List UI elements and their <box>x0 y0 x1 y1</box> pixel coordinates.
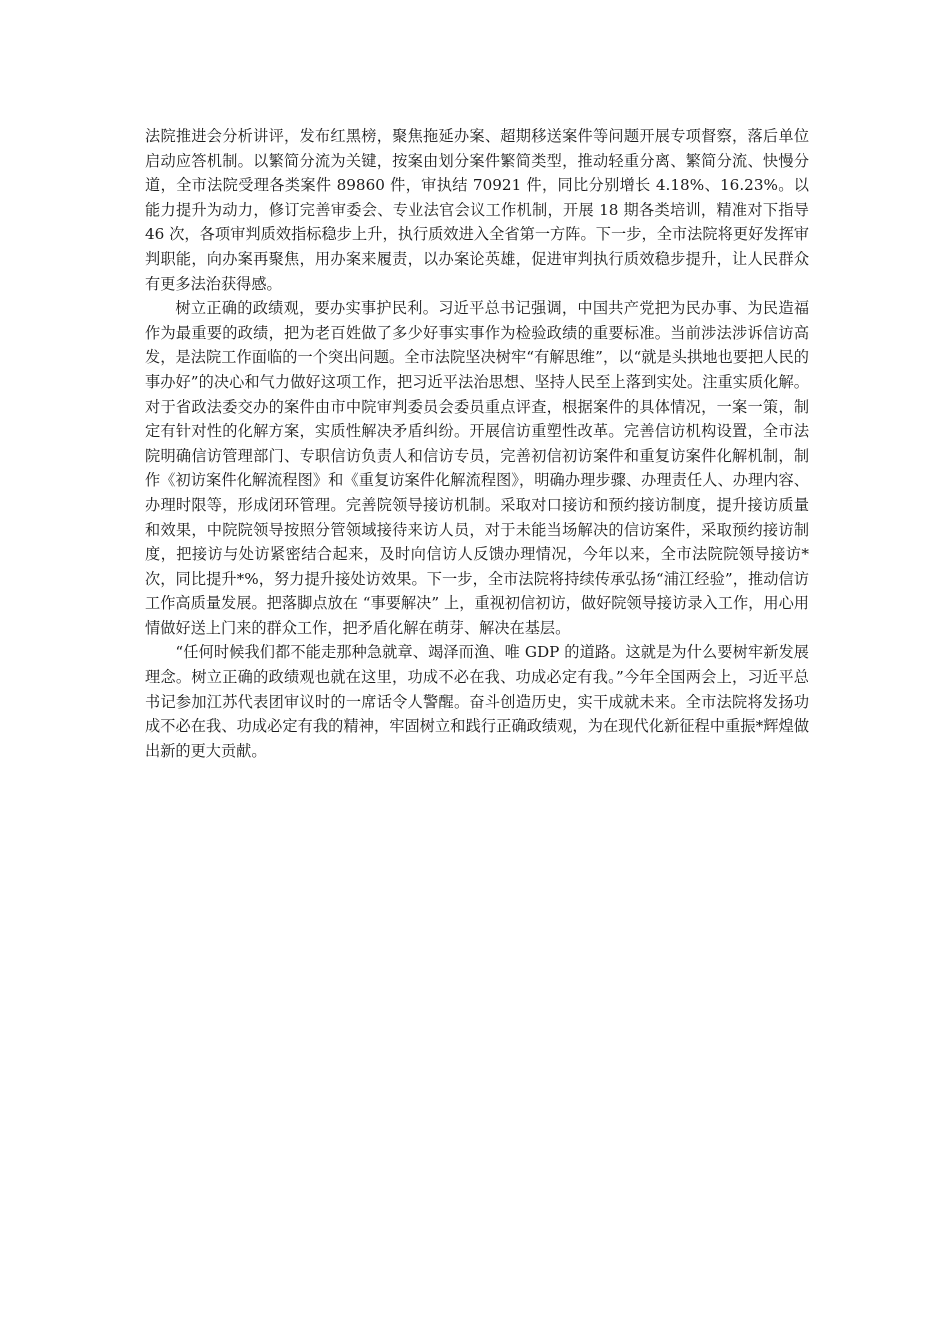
paragraph-3: “任何时候我们都不能走那种急就章、竭泽而渔、唯 GDP 的道路。这就是为什么要树牢新发展理念。树立正确的政绩观也就在这里，功成不必在我、功成必定有我。”今年全国两会上，习近平总书记参加江苏代表团审议时的一席话令人警醒。奋斗创造历史，实干成就未来。全市法院将发扬功成不必在我、功成必定有我的精神，牢固树立和践行正确政绩观，为在现代化新征程中重振*辉煌做出新的更大贡献。 <box>145 643 809 760</box>
document-body <box>145 124 809 763</box>
paragraph-2: 树立正确的政绩观，要办实事护民利。习近平总书记强调，中国共产党把为民办事、为民造福作为最重要的政绩，把为老百姓做了多少好事实事作为检验政绩的重要标准。当前涉法涉诉信访高发，是法院工作面临的一个突出问题。全市法院坚决树牢“有解思维”，以“就是头拱地也要把人民的事办好”的决心和气力做好这项工作，把习近平法治思想、坚持人民至上落到实处。注重实质化解。对于省政法委交办的案件由市中院审判委员会委员重点评查，根据案件的具体情况，一案一策，制定有针对性的化解方案，实质性解决矛盾纠纷。开展信访重塑性改革。完善信访机构设置，全市法院明确信访管理部门、专职信访负责人和信访专员，完善初信初访案件和重复访案件化解机制，制作《初访案件化解流程图》和《重复访案件化解流程图》，明确办理步骤、办理责任人、办理内容、办理时限等，形成闭环管理。完善院领导接访机制。采取对口接访和预约接访制度，提升接访质量和效果，中院院领导按照分管领域接待来访人员，对于未能当场解决的信访案件，采取预约接访制度，把接访与处访紧密结合起来，及时向信访人反馈办理情况，今年以来，全市法院院领导接访*次，同比提升*%，努力提升接处访效果。下一步，全市法院将持续传承弘扬“浦江经验”，推动信访工作高质量发展。把落脚点放在 “事要解决” 上，重视初信初访，做好院领导接访录入工作，用心用情做好送上门来的群众工作，把矛盾化解在萌芽、解决在基层。 <box>145 299 809 637</box>
paragraph-1: 法院推进会分析讲评，发布红黑榜，聚焦拖延办案、超期移送案件等问题开展专项督察，落后单位启动应答机制。以繁简分流为关键，按案由划分案件繁简类型，推动轻重分离、繁简分流、快慢分道，全市法院受理各类案件 89860 件，审执结 70921 件，同比分别增长 4.18%、16.23%。以能力提升为动力，修订完善审委会、专业法官会议工作机制，开展 18 期各类培训，精准对下指导 46 次，各项审判质效指标稳步上升，执行质效进入全省第一方阵。下一步，全市法院将更好发挥审判职能，向办案再聚焦，用办案来履责，以办案论英雄，促进审判执行质效稳步提升，让人民群众有更多法治获得感。 <box>145 127 809 293</box>
